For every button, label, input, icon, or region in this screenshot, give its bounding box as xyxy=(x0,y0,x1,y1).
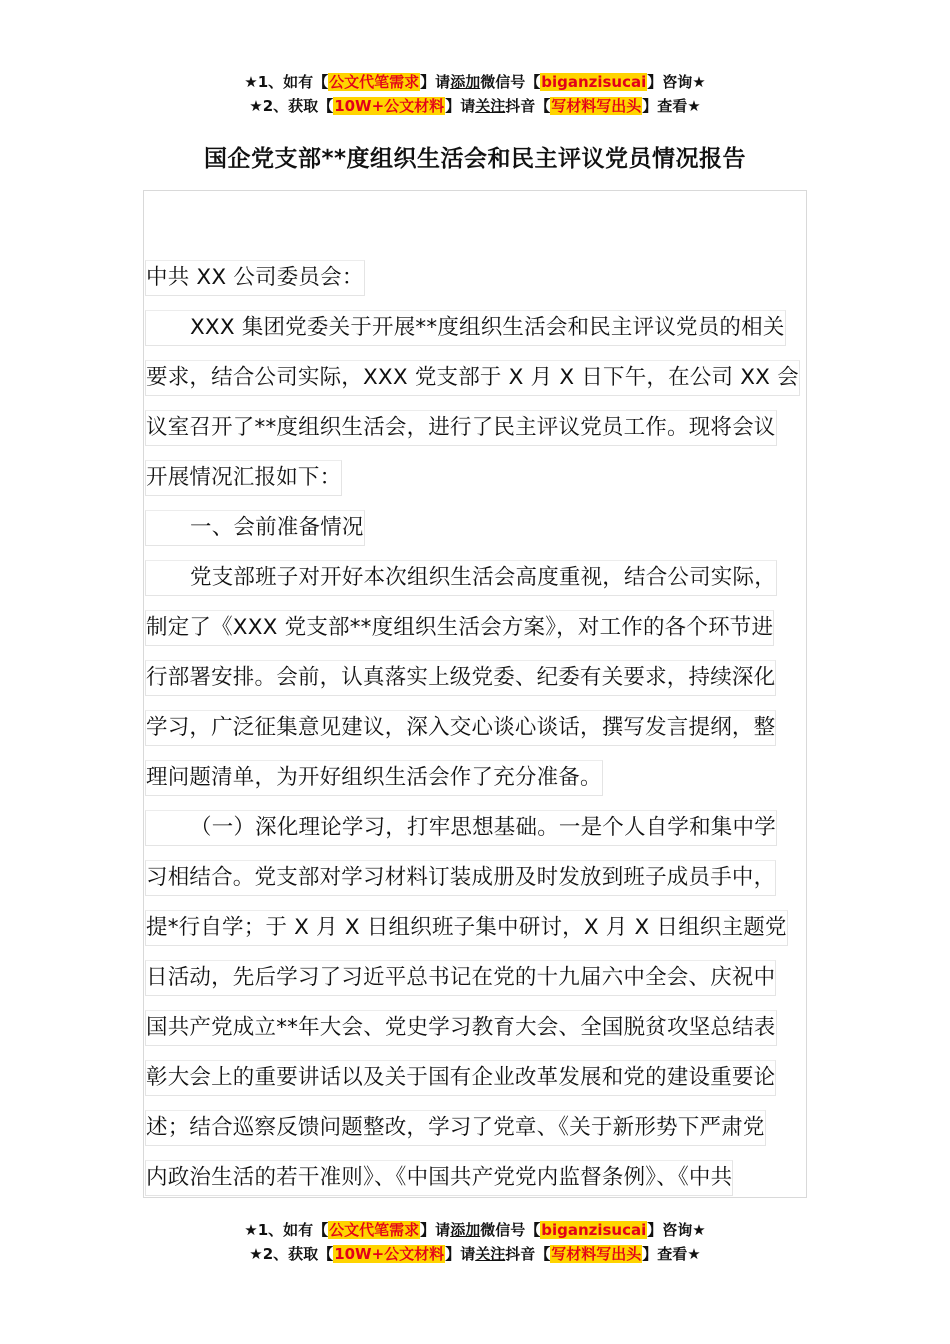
body-line: 要求，结合公司实际，XXX 党支部于 X 月 X 日下午，在公司 XX 会 xyxy=(145,353,805,403)
body-line: 习相结合。党支部对学习材料订装成册及时发放到班子成员手中， xyxy=(145,853,805,903)
douyin-account: 写材料写出头 xyxy=(551,97,642,115)
body-line: 党支部班子对开好本次组织生活会高度重视，结合公司实际， xyxy=(145,553,805,603)
service-highlight: 公文代笔需求 xyxy=(329,73,420,91)
wechat-id: biganzisucai xyxy=(541,73,647,91)
materials-highlight: 10W+公文材料 xyxy=(334,1245,445,1263)
body-line: 日活动，先后学习了习近平总书记在党的十九届六中全会、庆祝中 xyxy=(145,953,805,1003)
service-highlight: 公文代笔需求 xyxy=(329,1221,420,1239)
body-line: （一）深化理论学习，打牢思想基础。一是个人自学和集中学 xyxy=(145,803,805,853)
body-line: 内政治生活的若干准则》、《中国共产党党内监督条例》、《中共 xyxy=(145,1153,805,1203)
banner-line-1: ★1、如有【公文代笔需求】请添加微信号【biganzisucai】咨询★ xyxy=(244,1221,706,1239)
page-title: 国企党支部**度组织生活会和民主评议党员情况报告 xyxy=(203,146,747,172)
document-body xyxy=(145,253,805,1203)
banner-line-2: ★2、获取【10W+公文材料】请关注抖音【写材料写出头】查看★ xyxy=(249,97,701,115)
materials-highlight: 10W+公文材料 xyxy=(334,97,445,115)
body-line: 制定了《XXX 党支部**度组织生活会方案》，对工作的各个环节进 xyxy=(145,603,805,653)
section-heading: 一、会前准备情况 xyxy=(145,503,805,553)
body-line: 行部署安排。会前，认真落实上级党委、纪委有关要求，持续深化 xyxy=(145,653,805,703)
body-line: 开展情况汇报如下： xyxy=(145,453,805,503)
top-banner xyxy=(0,70,950,118)
follow-emphasis: 关注 xyxy=(475,97,506,115)
salutation-line: 中共 XX 公司委员会： xyxy=(145,253,805,303)
body-line: 述；结合巡察反馈问题整改，学习了党章、《关于新形势下严肃党 xyxy=(145,1103,805,1153)
body-line: XXX 集团党委关于开展**度组织生活会和民主评议党员的相关 xyxy=(145,303,805,353)
bottom-banner xyxy=(0,1218,950,1266)
douyin-account: 写材料写出头 xyxy=(551,1245,642,1263)
body-line: 彰大会上的重要讲话以及关于国有企业改革发展和党的建设重要论 xyxy=(145,1053,805,1103)
body-line: 提*行自学；于 X 月 X 日组织班子集中研讨，X 月 X 日组织主题党 xyxy=(145,903,805,953)
banner-line-1: ★1、如有【公文代笔需求】请添加微信号【biganzisucai】咨询★ xyxy=(244,73,706,91)
body-line: 议室召开了**度组织生活会，进行了民主评议党员工作。现将会议 xyxy=(145,403,805,453)
banner-line-2: ★2、获取【10W+公文材料】请关注抖音【写材料写出头】查看★ xyxy=(249,1245,701,1263)
follow-emphasis: 关注 xyxy=(475,1245,506,1263)
body-line: 国共产党成立**年大会、党史学习教育大会、全国脱贫攻坚总结表 xyxy=(145,1003,805,1053)
add-emphasis: 添加 xyxy=(450,1221,481,1239)
wechat-id: biganzisucai xyxy=(541,1221,647,1239)
body-line: 理问题清单，为开好组织生活会作了充分准备。 xyxy=(145,753,805,803)
body-line: 学习，广泛征集意见建议，深入交心谈心谈话，撰写发言提纲，整 xyxy=(145,703,805,753)
add-emphasis: 添加 xyxy=(450,73,481,91)
